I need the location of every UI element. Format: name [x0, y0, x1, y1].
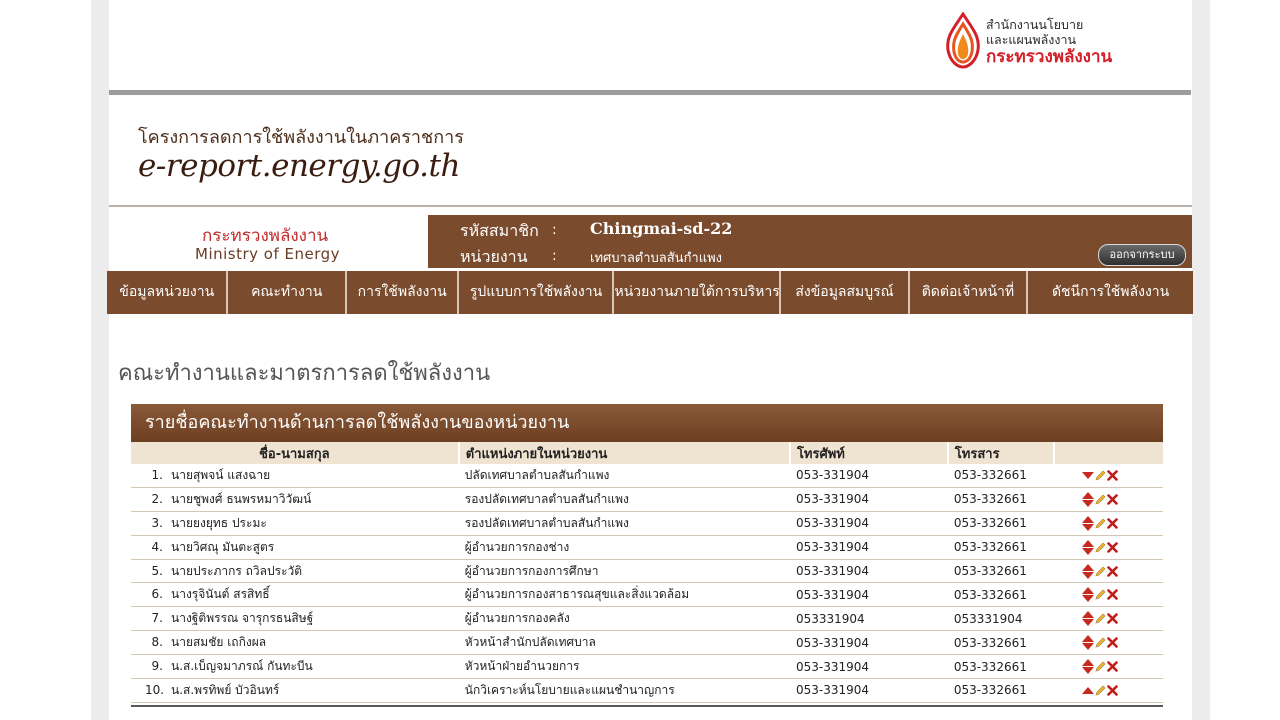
- cell-position: ปลัดเทศบาลตำบลสันกำแพง: [459, 464, 790, 487]
- cell-actions: [1054, 487, 1163, 511]
- pencil-edit-icon[interactable]: [1095, 566, 1106, 577]
- arrow-down-icon[interactable]: [1082, 643, 1094, 650]
- flame-logo-icon: [944, 12, 982, 70]
- cell-phone: 053-331904: [790, 535, 948, 559]
- col-header-fax: โทรสาร: [948, 442, 1054, 464]
- row-number: 10.: [145, 682, 165, 697]
- arrow-down-icon[interactable]: [1082, 619, 1094, 626]
- delete-x-icon[interactable]: [1107, 637, 1118, 648]
- eppo-logo: [944, 12, 1174, 72]
- nav-item-8[interactable]: ดัชนีการใช้พลังงาน: [1051, 284, 1170, 300]
- agency-colon: :: [552, 248, 557, 264]
- table-row: [131, 464, 1163, 487]
- pencil-edit-icon[interactable]: [1095, 661, 1106, 672]
- row-number: 7.: [151, 611, 163, 626]
- delete-x-icon[interactable]: [1107, 685, 1118, 696]
- delete-x-icon[interactable]: [1107, 494, 1118, 505]
- cell-phone: 053-331904: [790, 559, 948, 583]
- row-number: 2.: [151, 491, 163, 506]
- cell-position: รองปลัดเทศบาลตำบลสันกำแพง: [459, 511, 790, 535]
- cell-actions: [1054, 511, 1163, 535]
- ministry-english-name: Ministry of Energy: [195, 245, 341, 263]
- cell-position: นักวิเคราะห์นโยบายและแผนชำนาญการ: [459, 679, 790, 703]
- col-header-position: ตำแหน่งภายในหน่วยงาน: [459, 442, 790, 464]
- member-id-label: รหัสสมาชิก: [460, 221, 539, 240]
- cell-fax: 053331904: [948, 607, 1054, 631]
- table-row: [131, 487, 1163, 511]
- cell-name: [131, 583, 459, 607]
- nav-item-2[interactable]: คณะทำงาน: [228, 271, 346, 314]
- arrow-up-icon[interactable]: [1082, 516, 1094, 523]
- page-title: คณะทำงานและมาตรการลดใช้พลังงาน: [118, 361, 491, 386]
- arrow-up-icon[interactable]: [1082, 635, 1094, 642]
- delete-x-icon[interactable]: [1107, 613, 1118, 624]
- arrow-up-icon[interactable]: [1082, 587, 1094, 594]
- pencil-edit-icon[interactable]: [1095, 494, 1106, 505]
- member-name: นางฐิติพรรณ จารุกรธนสิษฐ์: [171, 611, 314, 626]
- cell-name: [131, 607, 459, 631]
- member-name: นายประภากร ถวิลประวัติ: [171, 563, 303, 578]
- nav-item-4[interactable]: รูปแบบการใช้พลังงาน: [459, 271, 614, 314]
- table-row: [131, 583, 1163, 607]
- arrow-down-icon[interactable]: [1082, 595, 1094, 602]
- arrow-up-icon[interactable]: [1082, 564, 1094, 571]
- cell-phone: 053-331904: [790, 679, 948, 703]
- header-divider: [109, 205, 1192, 207]
- cell-fax: 053-332661: [948, 559, 1054, 583]
- pencil-edit-icon[interactable]: [1095, 685, 1106, 696]
- cell-position: ผู้อำนวยการกองคลัง: [459, 607, 790, 631]
- row-number: 8.: [151, 635, 163, 650]
- nav-item-6[interactable]: ส่งข้อมูลสมบูรณ์: [781, 271, 909, 314]
- pencil-edit-icon[interactable]: [1095, 613, 1106, 624]
- cell-actions: [1054, 655, 1163, 679]
- arrow-up-icon[interactable]: [1082, 687, 1094, 694]
- row-number: 6.: [151, 587, 163, 602]
- nav-item-3[interactable]: การใช้พลังงาน: [347, 271, 460, 314]
- logout-button[interactable]: ออกจากระบบ: [1098, 244, 1186, 266]
- agency-value: เทศบาลตำบลสันกำแพง: [590, 251, 723, 266]
- cell-phone: 053-331904: [790, 511, 948, 535]
- cell-phone: 053-331904: [790, 631, 948, 655]
- left-margin: [91, 0, 109, 720]
- arrow-up-icon[interactable]: [1082, 659, 1094, 666]
- delete-x-icon[interactable]: [1107, 518, 1118, 529]
- nav-item-5[interactable]: หน่วยงานภายใต้การบริหาร: [614, 271, 781, 314]
- cell-phone: 053-331904: [790, 487, 948, 511]
- member-name: น.ส.เบ็ญจมาภรณ์ กันทะบีน: [171, 659, 313, 674]
- row-number: 9.: [151, 659, 163, 674]
- cell-name: [131, 679, 459, 703]
- table-header-row: [131, 442, 1163, 464]
- member-name: นายยงยุทธ ประมะ: [171, 515, 267, 530]
- cell-actions: [1054, 631, 1163, 655]
- pencil-edit-icon[interactable]: [1095, 542, 1106, 553]
- cell-position: หัวหน้าสำนักปลัดเทศบาล: [459, 631, 790, 655]
- cell-position: ผู้อำนวยการกองการศึกษา: [459, 559, 790, 583]
- cell-phone: 053-331904: [790, 655, 948, 679]
- cell-fax: 053-332661: [948, 655, 1054, 679]
- project-url-logo: e-report.energy.go.th: [138, 148, 460, 184]
- logo-line-1: สำนักงานนโยบาย: [986, 17, 1084, 32]
- cell-name: [131, 511, 459, 535]
- table-bottom-line: [131, 705, 1163, 707]
- col-header-name: ชื่อ-นามสกุล: [131, 442, 459, 464]
- cell-name: [131, 631, 459, 655]
- cell-position: ผู้อำนวยการกองช่าง: [459, 535, 790, 559]
- cell-actions: [1054, 559, 1163, 583]
- table-heading: รายชื่อคณะทำงานด้านการลดใช้พลังงานของหน่วยงาน: [131, 404, 1163, 442]
- table-row: [131, 655, 1163, 679]
- pencil-edit-icon[interactable]: [1095, 470, 1106, 481]
- logo-line-2: และแผนพลังงาน: [986, 32, 1077, 47]
- cell-position: รองปลัดเทศบาลตำบลสันกำแพง: [459, 487, 790, 511]
- cell-name: [131, 464, 459, 487]
- member-id-colon: :: [552, 222, 557, 238]
- cell-actions: [1054, 607, 1163, 631]
- cell-name: [131, 655, 459, 679]
- committee-table-panel: [131, 404, 1163, 707]
- table-row: [131, 679, 1163, 703]
- cell-position: หัวหน้าฝ่ายอำนวยการ: [459, 655, 790, 679]
- cell-fax: 053-332661: [948, 535, 1054, 559]
- delete-x-icon[interactable]: [1107, 470, 1118, 481]
- top-rule: [109, 90, 1191, 95]
- member-name: น.ส.พรทิพย์ บัวอินทร์: [171, 682, 280, 697]
- row-number: 3.: [151, 515, 163, 530]
- row-number: 4.: [151, 539, 163, 554]
- agency-label: หน่วยงาน: [460, 247, 528, 266]
- arrow-down-icon[interactable]: [1082, 667, 1094, 674]
- cell-fax: 053-332661: [948, 511, 1054, 535]
- delete-x-icon[interactable]: [1107, 661, 1118, 672]
- member-name: นายสุพจน์ แสงฉาย: [171, 467, 271, 482]
- cell-actions: [1054, 464, 1163, 487]
- member-name: นายชูพงศ์ ธนพรหมาวิวัฒน์: [171, 491, 312, 506]
- arrow-down-icon[interactable]: [1082, 524, 1094, 531]
- cell-fax: 053-332661: [948, 631, 1054, 655]
- right-margin: [1192, 0, 1210, 720]
- pencil-edit-icon[interactable]: [1095, 589, 1106, 600]
- table-row: [131, 535, 1163, 559]
- cell-fax: 053-332661: [948, 464, 1054, 487]
- delete-x-icon[interactable]: [1107, 542, 1118, 553]
- nav-item-1[interactable]: ข้อมูลหน่วยงาน: [107, 271, 228, 314]
- committee-table: [131, 442, 1163, 703]
- arrow-down-icon[interactable]: [1082, 472, 1094, 479]
- table-row: [131, 607, 1163, 631]
- pencil-edit-icon[interactable]: [1095, 518, 1106, 529]
- arrow-down-icon[interactable]: [1082, 572, 1094, 579]
- arrow-up-icon[interactable]: [1082, 492, 1094, 499]
- cell-actions: [1054, 679, 1163, 703]
- arrow-up-icon[interactable]: [1082, 540, 1094, 547]
- arrow-down-icon[interactable]: [1082, 500, 1094, 507]
- pencil-edit-icon[interactable]: [1095, 637, 1106, 648]
- ministry-thai-name: กระทรวงพลังงาน: [202, 226, 329, 246]
- cell-phone: 053331904: [790, 607, 948, 631]
- member-id-value: Chingmai-sd-22: [590, 219, 733, 238]
- cell-phone: 053-331904: [790, 464, 948, 487]
- table-row: [131, 631, 1163, 655]
- cell-name: [131, 535, 459, 559]
- cell-actions: [1054, 535, 1163, 559]
- cell-position: ผู้อำนวยการกองสาธารณสุขและสิ่งแวดล้อม: [459, 583, 790, 607]
- col-header-actions: [1054, 442, 1163, 464]
- cell-fax: 053-332661: [948, 583, 1054, 607]
- cell-actions: [1054, 583, 1163, 607]
- col-header-phone: โทรศัพท์: [790, 442, 948, 464]
- cell-fax: 053-332661: [948, 487, 1054, 511]
- project-title: โครงการลดการใช้พลังงานในภาคราชการ: [138, 127, 464, 148]
- member-name: นายวิศณุ มันตะสูตร: [171, 539, 275, 554]
- nav-item-7[interactable]: ติดต่อเจ้าหน้าที่: [910, 271, 1028, 314]
- logo-line-3: กระทรวงพลังงาน: [986, 47, 1113, 67]
- row-number: 5.: [151, 563, 163, 578]
- delete-x-icon[interactable]: [1107, 566, 1118, 577]
- arrow-up-icon[interactable]: [1082, 611, 1094, 618]
- row-number: 1.: [151, 467, 163, 482]
- delete-x-icon[interactable]: [1107, 589, 1118, 600]
- cell-name: [131, 559, 459, 583]
- main-nav: [107, 271, 1193, 314]
- cell-phone: 053-331904: [790, 583, 948, 607]
- table-row: [131, 559, 1163, 583]
- cell-name: [131, 487, 459, 511]
- member-name: นายสมชัย เถกิงผล: [171, 635, 267, 650]
- arrow-down-icon[interactable]: [1082, 548, 1094, 555]
- member-name: นางรุจินันต์ สรสิทธิ์: [171, 587, 270, 602]
- table-row: [131, 511, 1163, 535]
- user-info-bar: [428, 215, 1192, 268]
- cell-fax: 053-332661: [948, 679, 1054, 703]
